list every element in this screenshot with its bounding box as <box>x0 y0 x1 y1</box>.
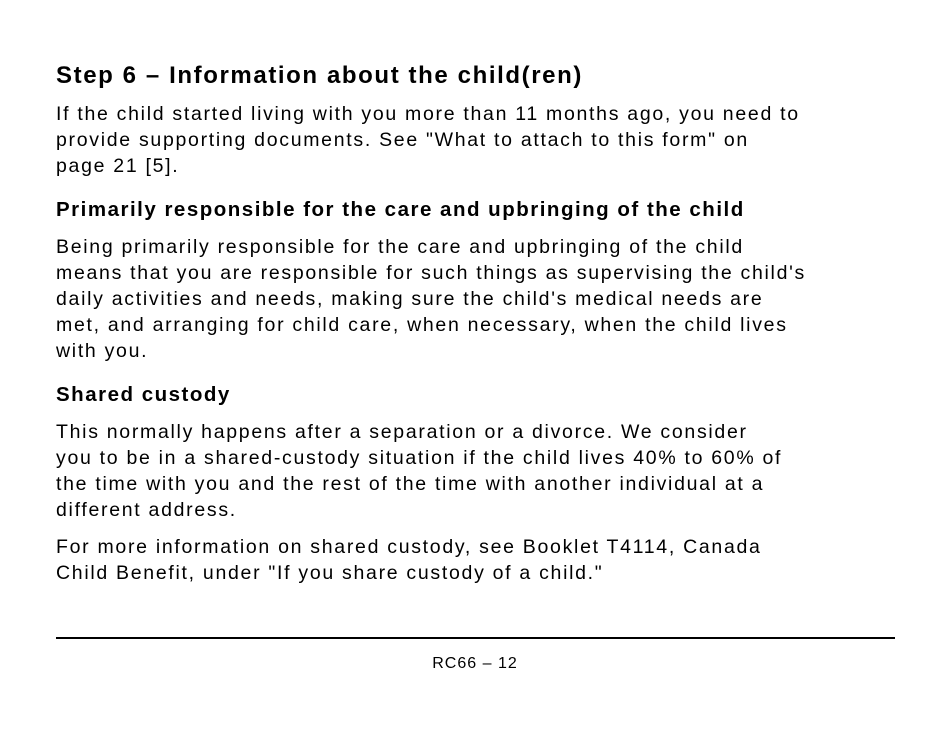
primary-line: means that you are responsible for such things as supervising the child's <box>56 262 806 284</box>
footer-divider <box>56 637 895 639</box>
shared-line: the time with you and the rest of the time with another individual at a <box>56 473 765 495</box>
intro-line: If the child started living with you more than 11 months ago, you need to <box>56 103 800 125</box>
shared-line: different address. <box>56 499 237 521</box>
shared-custody-heading: Shared custody <box>56 383 231 406</box>
step-6-intro-paragraph <box>56 101 896 179</box>
more-info-line: For more information on shared custody, see Booklet T4114, Canada <box>56 536 762 558</box>
intro-line: page 21 [5]. <box>56 155 180 177</box>
primary-line: daily activities and needs, making sure the child's medical needs are <box>56 288 764 310</box>
step-6-heading: Step 6 – Information about the child(ren) <box>56 62 583 89</box>
more-info-line: Child Benefit, under "If you share custody of a child." <box>56 562 604 584</box>
shared-custody-paragraph <box>56 419 896 523</box>
shared-line: This normally happens after a separation or a divorce. We consider <box>56 421 748 443</box>
primary-responsibility-heading: Primarily responsible for the care and upbringing of the child <box>56 198 745 221</box>
primary-line: met, and arranging for child care, when necessary, when the child lives <box>56 314 788 336</box>
primary-responsibility-paragraph <box>56 234 896 364</box>
primary-line: with you. <box>56 340 149 362</box>
shared-line: you to be in a shared-custody situation if the child lives 40% to 60% of <box>56 447 783 469</box>
intro-line: provide supporting documents. See "What to attach to this form" on <box>56 129 749 151</box>
document-page <box>56 60 896 602</box>
shared-custody-more-info-paragraph <box>56 534 896 586</box>
primary-line: Being primarily responsible for the care and upbringing of the child <box>56 236 744 258</box>
page-number: RC66 – 12 <box>432 655 518 672</box>
